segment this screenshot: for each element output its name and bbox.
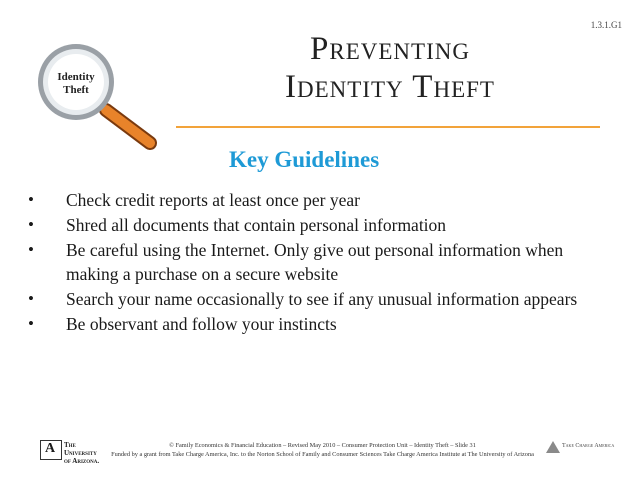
- bullet-text: Search your name occasionally to see if any unusual information appears: [66, 289, 578, 309]
- university-seal-icon: [40, 440, 62, 460]
- take-charge-logo: [546, 440, 622, 454]
- title-line: Identity Theft: [285, 69, 495, 105]
- university-logo-text: [64, 441, 102, 465]
- logo-line: The University: [64, 441, 97, 457]
- bullet-text: Check credit reports at least once per year: [66, 190, 360, 210]
- lens-label-line: Theft: [63, 84, 89, 96]
- footer-line-1: © Family Economics & Financial Education – Revised May 2010 – Consumer Protection Unit – Identity Theft – Slide 31: [169, 442, 476, 449]
- bullet-icon: •: [28, 314, 34, 333]
- take-charge-logo-icon: [546, 441, 560, 453]
- subtitle: Key Guidelines: [229, 147, 380, 172]
- title-divider: [176, 126, 600, 128]
- slide-title: [230, 30, 550, 106]
- lens-label: [44, 71, 108, 97]
- lens-label-line: Identity: [57, 71, 95, 83]
- list-item: [26, 188, 606, 212]
- bullet-text: Be careful using the Internet. Only give out personal information when making a purchase on a secure website: [66, 240, 564, 284]
- bullet-icon: •: [28, 215, 34, 234]
- logo-line: of Arizona.: [64, 457, 100, 465]
- bullet-icon: •: [28, 190, 34, 209]
- bullet-text: Be observant and follow your instincts: [66, 314, 337, 334]
- list-item: [26, 312, 606, 336]
- list-item: [26, 213, 606, 237]
- university-logo: [40, 440, 102, 465]
- title-line: Preventing: [310, 31, 470, 67]
- slide-code: 1.3.1.G1: [590, 20, 622, 30]
- bullet-list: [26, 188, 606, 337]
- footer-credits: [100, 441, 545, 459]
- bullet-text: Shred all documents that contain personal information: [66, 215, 447, 235]
- list-item: [26, 238, 606, 286]
- footer-line-2: Funded by a grant from Take Charge America, Inc. to the Norton School of Family and Consumer Sciences Take Charge America Institute at The University of Arizona: [111, 451, 534, 458]
- bullet-icon: •: [28, 289, 34, 308]
- list-item: [26, 287, 606, 311]
- bullet-icon: •: [28, 240, 34, 259]
- take-charge-logo-text: Take Charge America: [562, 443, 615, 449]
